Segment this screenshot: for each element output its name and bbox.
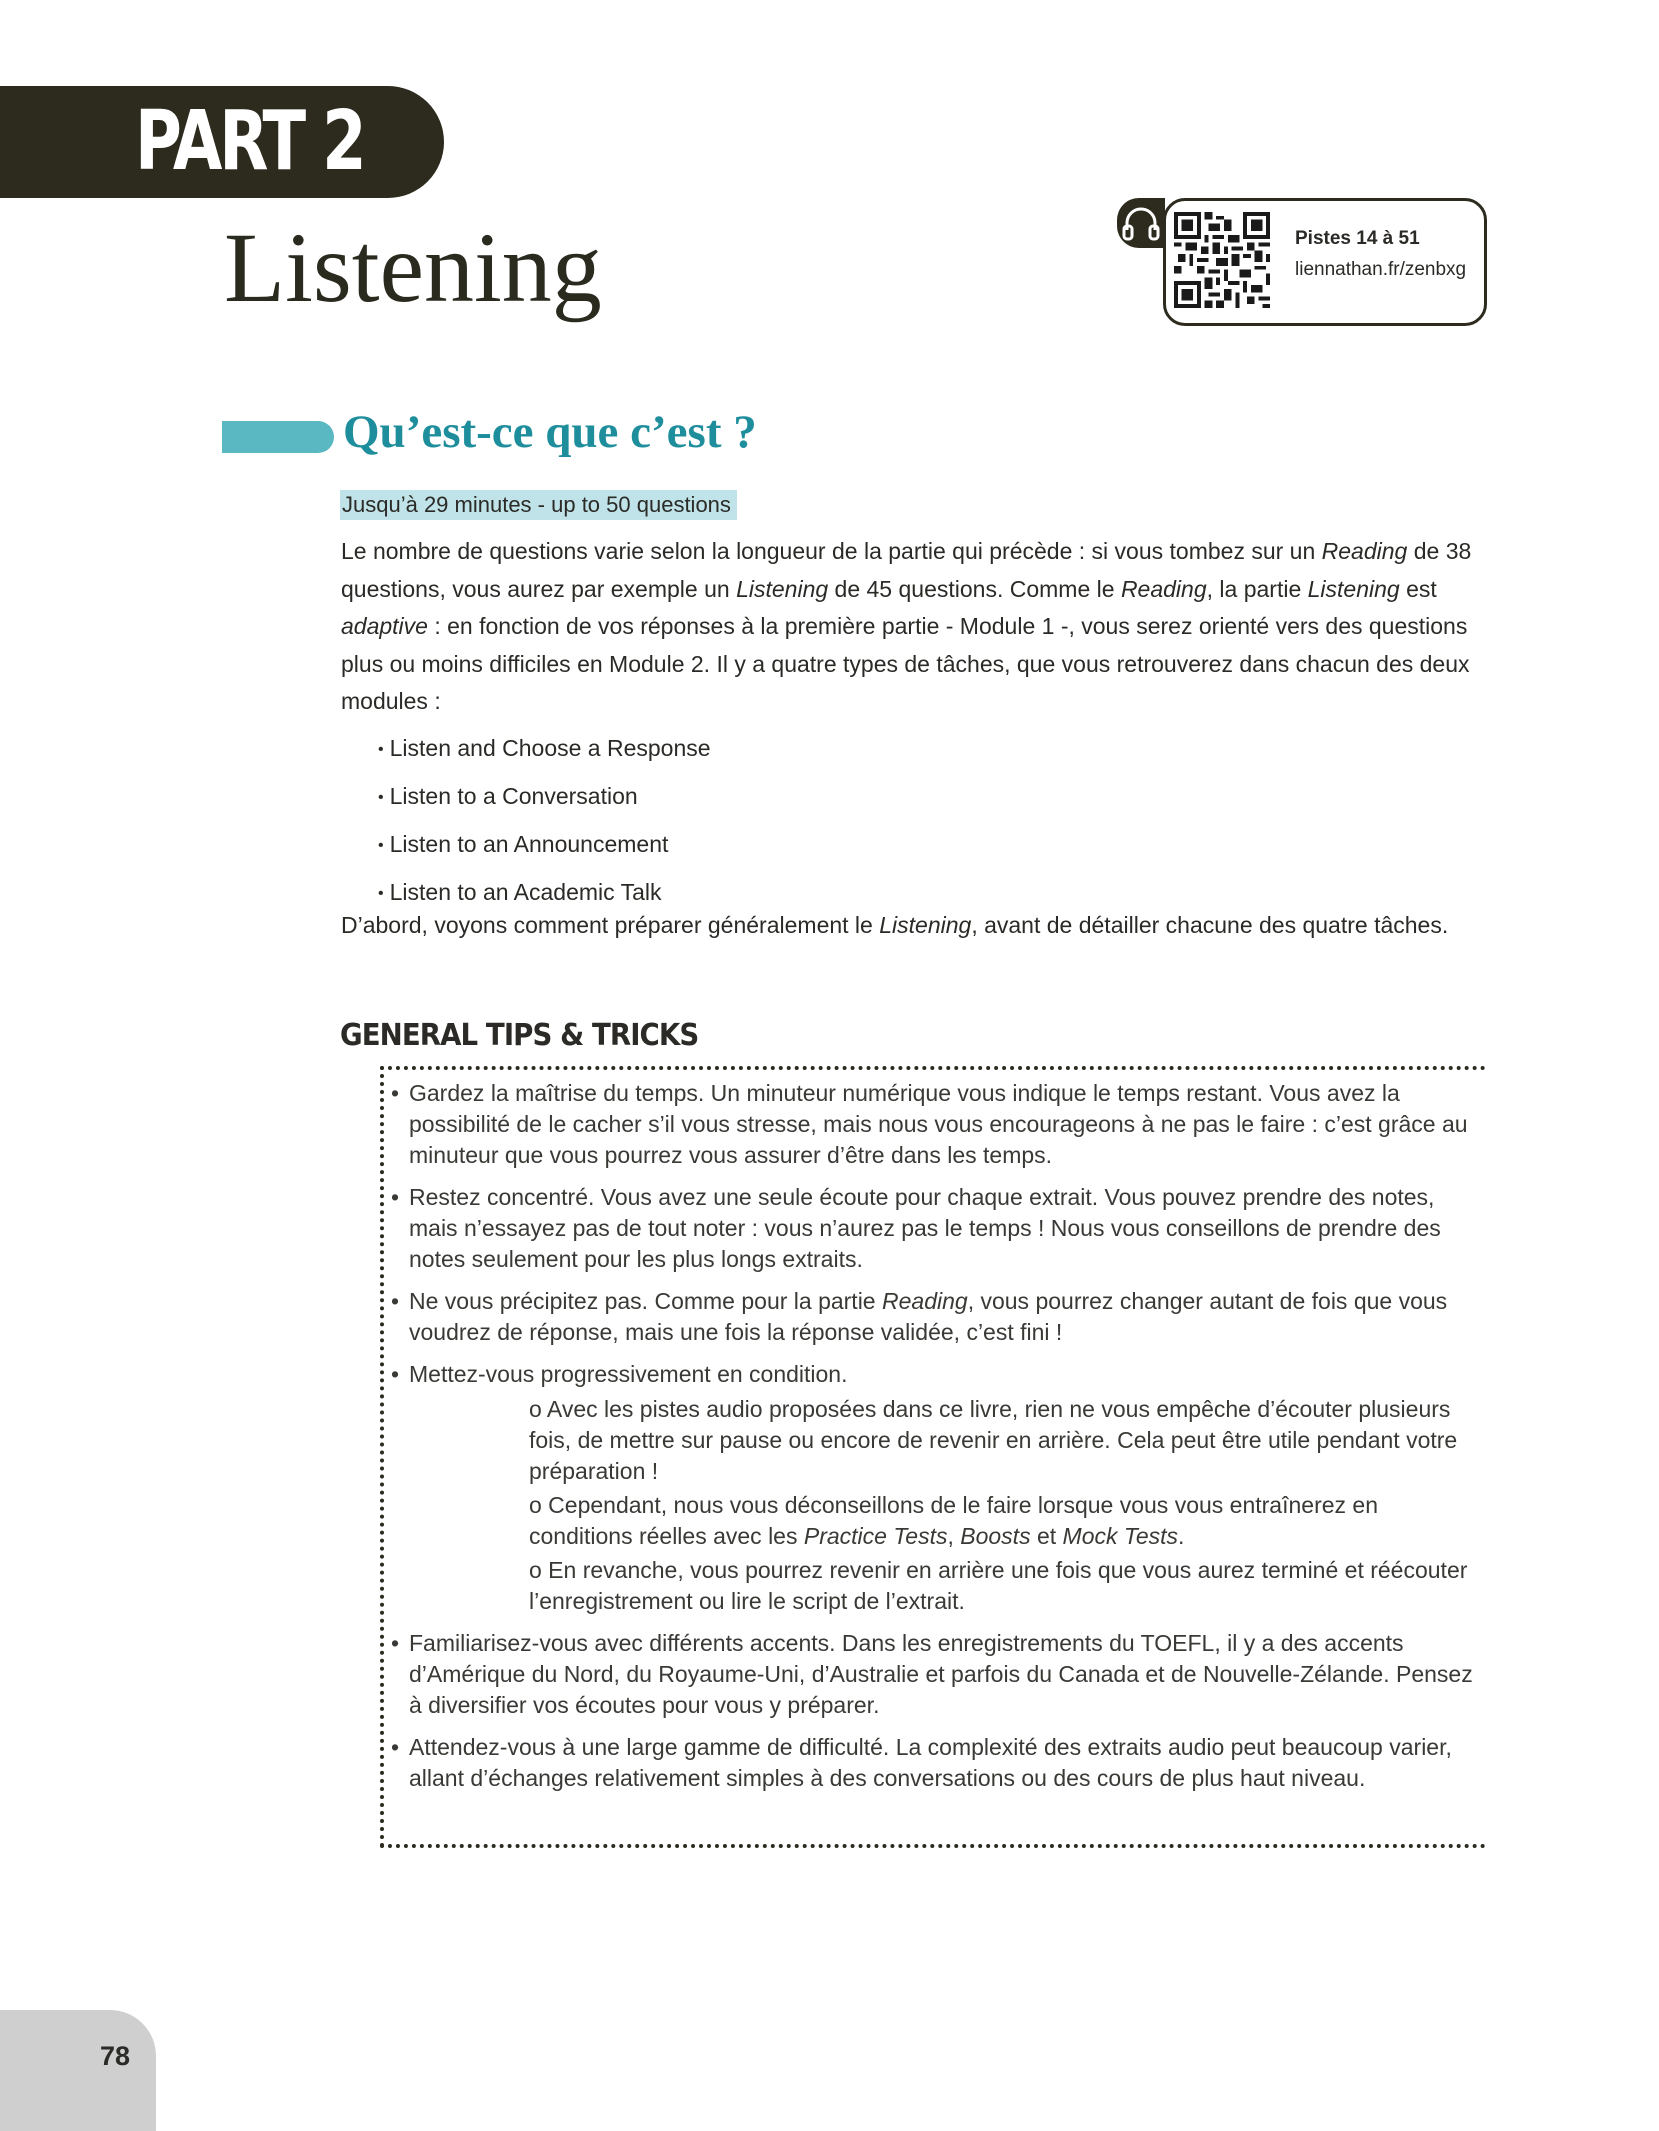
audio-tracks-label: Pistes 14 à 51 — [1295, 228, 1420, 249]
page-number: 78 — [100, 2041, 131, 2071]
headphones-icon — [1121, 204, 1161, 242]
tip-item: • Gardez la maîtrise du temps. Un minuteur numérique vous indique le temps restant. Vous avez la possibilité de le cacher s’il vous stresse, mais nous vous encourageons à ne pas le faire : c’est grâce au minuteur que vous pourrez vous assurer d’être dans les temps. — [390, 1078, 1480, 1171]
sub-item: o Avec les pistes audio proposées dans ce livre, rien ne vous empêche d’écouter plusieurs fois, de mettre sur pause ou encore de revenir en arrière. Cela peut être utile pendant votre préparation ! — [529, 1396, 1458, 1484]
part-tab — [0, 86, 444, 198]
part-label: PART 2 — [135, 94, 364, 189]
section-marker-bar — [222, 421, 334, 453]
outro-paragraph: D’abord, voyons comment préparer généralement le Listening, avant de détailler chacune des quatre tâches. — [341, 912, 1449, 938]
tips-heading: GENERAL TIPS & TRICKS — [340, 1018, 699, 1053]
list-item: • Listen to an Academic Talk — [378, 870, 711, 918]
page-number-tab — [0, 2010, 156, 2131]
sub-item: o Cependant, nous vous déconseillons de le faire lorsque vous vous entraînerez en conditions réelles avec les Practice Tests, Boosts et Mock Tests. — [529, 1492, 1378, 1549]
tips-list — [390, 1078, 1480, 1805]
qr-code-icon[interactable] — [1174, 212, 1270, 308]
headphones-tab — [1117, 198, 1165, 248]
tip-item: • Attendez-vous à une large gamme de difficulté. La complexité des extraits audio peut beaucoup varier, allant d’échanges relativement simples à des conversations ou des cours de plus haut niveau. — [390, 1732, 1480, 1794]
tip-item: • Restez concentré. Vous avez une seule écoute pour chaque extrait. Vous pouvez prendre des notes, mais n’essayez pas de tout noter : vous n’aurez pas le temps ! Nous vous conseillons de prendre des notes seulement pour les plus longs extraits. — [390, 1182, 1480, 1275]
duration-highlight: Jusqu’à 29 minutes - up to 50 questions — [340, 490, 737, 520]
list-item: • Listen and Choose a Response — [378, 726, 711, 774]
audio-link[interactable]: liennathan.fr/zenbxg — [1295, 259, 1467, 280]
sub-item: o En revanche, vous pourrez revenir en arrière une fois que vous aurez terminé et réécouter l’enregistrement ou lire le script de l’extrait. — [529, 1557, 1468, 1614]
page-title: Listening — [224, 212, 602, 323]
intro-paragraph: Le nombre de questions varie selon la longueur de la partie qui précède : si vous tombez sur un Reading de 38 questions, vous aurez par exemple un Listening de 45 questions. Comme le Reading, la partie Listening est adaptive : en fonction de vos réponses à la première partie - Module 1 -, vous serez orienté vers des questions plus ou moins difficiles en Module 2. Il y a quatre types de tâches, que vous retrouverez dans chacun des deux modules : — [341, 538, 1472, 714]
list-item: • Listen to an Announcement — [378, 822, 711, 870]
list-item: • Listen to a Conversation — [378, 774, 711, 822]
task-list — [378, 726, 711, 918]
sub-list — [409, 1394, 1480, 1617]
section-title: Qu’est-ce que c’est ? — [343, 406, 757, 458]
tip-item: • Ne vous précipitez pas. Comme pour la partie Reading, vous pourrez changer autant de fois que vous voudrez de réponse, mais une fois la réponse validée, c’est fini ! — [390, 1286, 1480, 1348]
tip-item: • Familiarisez-vous avec différents accents. Dans les enregistrements du TOEFL, il y a des accents d’Amérique du Nord, du Royaume-Uni, d’Australie et parfois du Canada et de Nouvelle-Zélande. Pensez à diversifier vos écoutes pour vous y préparer. — [390, 1628, 1480, 1721]
tip-item: • Mettez-vous progressivement en condition. o Avec les pistes audio proposées dans ce livre, rien ne vous empêche d’écouter plusieurs fois, de mettre sur pause ou encore de revenir en arrière. Cela peut être utile pendant votre préparation ! o Cependant, nous vous déconseillons de le faire lorsque vous vous entraînerez en conditions réelles avec les Practice Tests, Boosts et Mock Tests. o En revanche, vous pourrez revenir en arrière une fois que vous aurez terminé et réécouter l’enregistrement ou lire le script de l’extrait. — [390, 1359, 1480, 1617]
